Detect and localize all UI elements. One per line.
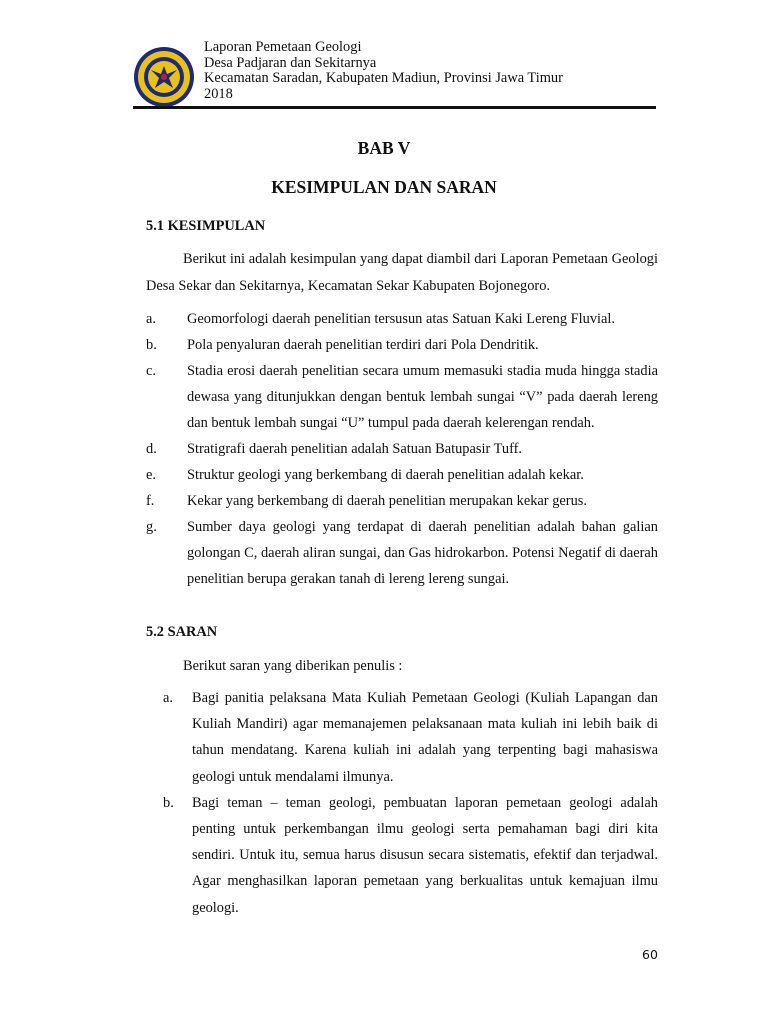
- list-marker: c.: [146, 363, 156, 379]
- list-item: [146, 514, 658, 592]
- header-report-title: Laporan Pemetaan Geologi: [204, 39, 362, 55]
- list-item-text: Stadia erosi daerah penelitian secara umum memasuki stadia muda hingga stadia dewasa yang ditunjukkan dengan bentuk lembah sungai “V” pada daerah lereng dan bentuk lembah sungai “U” tumpul pada daerah kelerengan rendah.: [187, 363, 658, 431]
- list-item: [146, 306, 658, 332]
- list-marker: a.: [146, 311, 156, 327]
- chapter-title: KESIMPULAN DAN SARAN: [271, 177, 497, 197]
- list-marker: d.: [146, 441, 157, 457]
- list-item: [146, 462, 658, 488]
- institute-emblem-icon: [133, 46, 195, 108]
- section-heading-saran: 5.2 SARAN: [146, 624, 218, 640]
- chapter-number: BAB V: [357, 138, 411, 158]
- list-marker: b.: [163, 794, 174, 811]
- header-region: Kecamatan Saradan, Kabupaten Madiun, Provinsi Jawa Timur: [204, 70, 563, 86]
- page-number: 60: [642, 947, 658, 962]
- list-item-text: Pola penyaluran daerah penelitian terdiri dari Pola Dendritik.: [187, 337, 539, 353]
- list-item: [163, 790, 658, 921]
- section-heading-kesimpulan: 5.1 KESIMPULAN: [146, 218, 266, 234]
- list-item-text: Bagi teman – teman geologi, pembuatan laporan pemetaan geologi adalah penting untuk perkembangan ilmu geologi serta pemahaman bagi diri kita sendiri. Untuk itu, semua harus disusun secara sistematis, efektif dan terjadwal. Agar menghasilkan laporan pemetaan yang berkualitas untuk kemajuan ilmu geologi.: [192, 794, 658, 916]
- list-item: [146, 358, 658, 436]
- list-marker: b.: [146, 337, 157, 353]
- list-marker: a.: [163, 690, 173, 706]
- header-year: 2018: [204, 85, 233, 102]
- header-location: Desa Padjaran dan Sekitarnya: [204, 54, 377, 71]
- list-item: [146, 332, 658, 358]
- kesimpulan-list: [146, 306, 658, 592]
- list-item: [163, 685, 658, 790]
- list-item: [146, 436, 658, 462]
- header-divider: [133, 106, 656, 109]
- running-header: [133, 40, 656, 110]
- header-text: [204, 40, 563, 102]
- list-item-text: Kekar yang berkembang di daerah penelitian merupakan kekar gerus.: [187, 493, 587, 509]
- list-marker: f.: [146, 493, 155, 509]
- saran-list: [163, 685, 658, 921]
- list-item-text: Bagi panitia pelaksana Mata Kuliah Pemetaan Geologi (Kuliah Lapangan dan Kuliah Mandiri) agar memanajemen pelaksanaan mata kuliah ini lebih baik di tahun mendatang. Karena kuliah ini adalah yang terpenting bagi mahasiswa geologi untuk mendalami ilmunya.: [192, 690, 658, 785]
- list-item-text: Geomorfologi daerah penelitian tersusun atas Satuan Kaki Lereng Fluvial.: [187, 311, 615, 327]
- kesimpulan-intro: Berikut ini adalah kesimpulan yang dapat diambil dari Laporan Pemetaan Geologi Desa Sekar dan Sekitarnya, Kecamatan Sekar Kabupaten Bojonegoro.: [146, 251, 658, 294]
- list-item-text: Sumber daya geologi yang terdapat di daerah penelitian adalah bahan galian golongan C, daerah aliran sungai, dan Gas hidrokarbon. Potensi Negatif di daerah penelitian berupa gerakan tanah di lereng lereng sungai.: [187, 519, 658, 587]
- list-item-text: Stratigrafi daerah penelitian adalah Satuan Batupasir Tuff.: [187, 441, 523, 457]
- list-item: [146, 488, 658, 514]
- list-marker: e.: [146, 467, 156, 483]
- list-item-text: Struktur geologi yang berkembang di daerah penelitian adalah kekar.: [187, 467, 584, 483]
- saran-intro: Berikut saran yang diberikan penulis :: [183, 658, 403, 674]
- list-marker: g.: [146, 519, 157, 535]
